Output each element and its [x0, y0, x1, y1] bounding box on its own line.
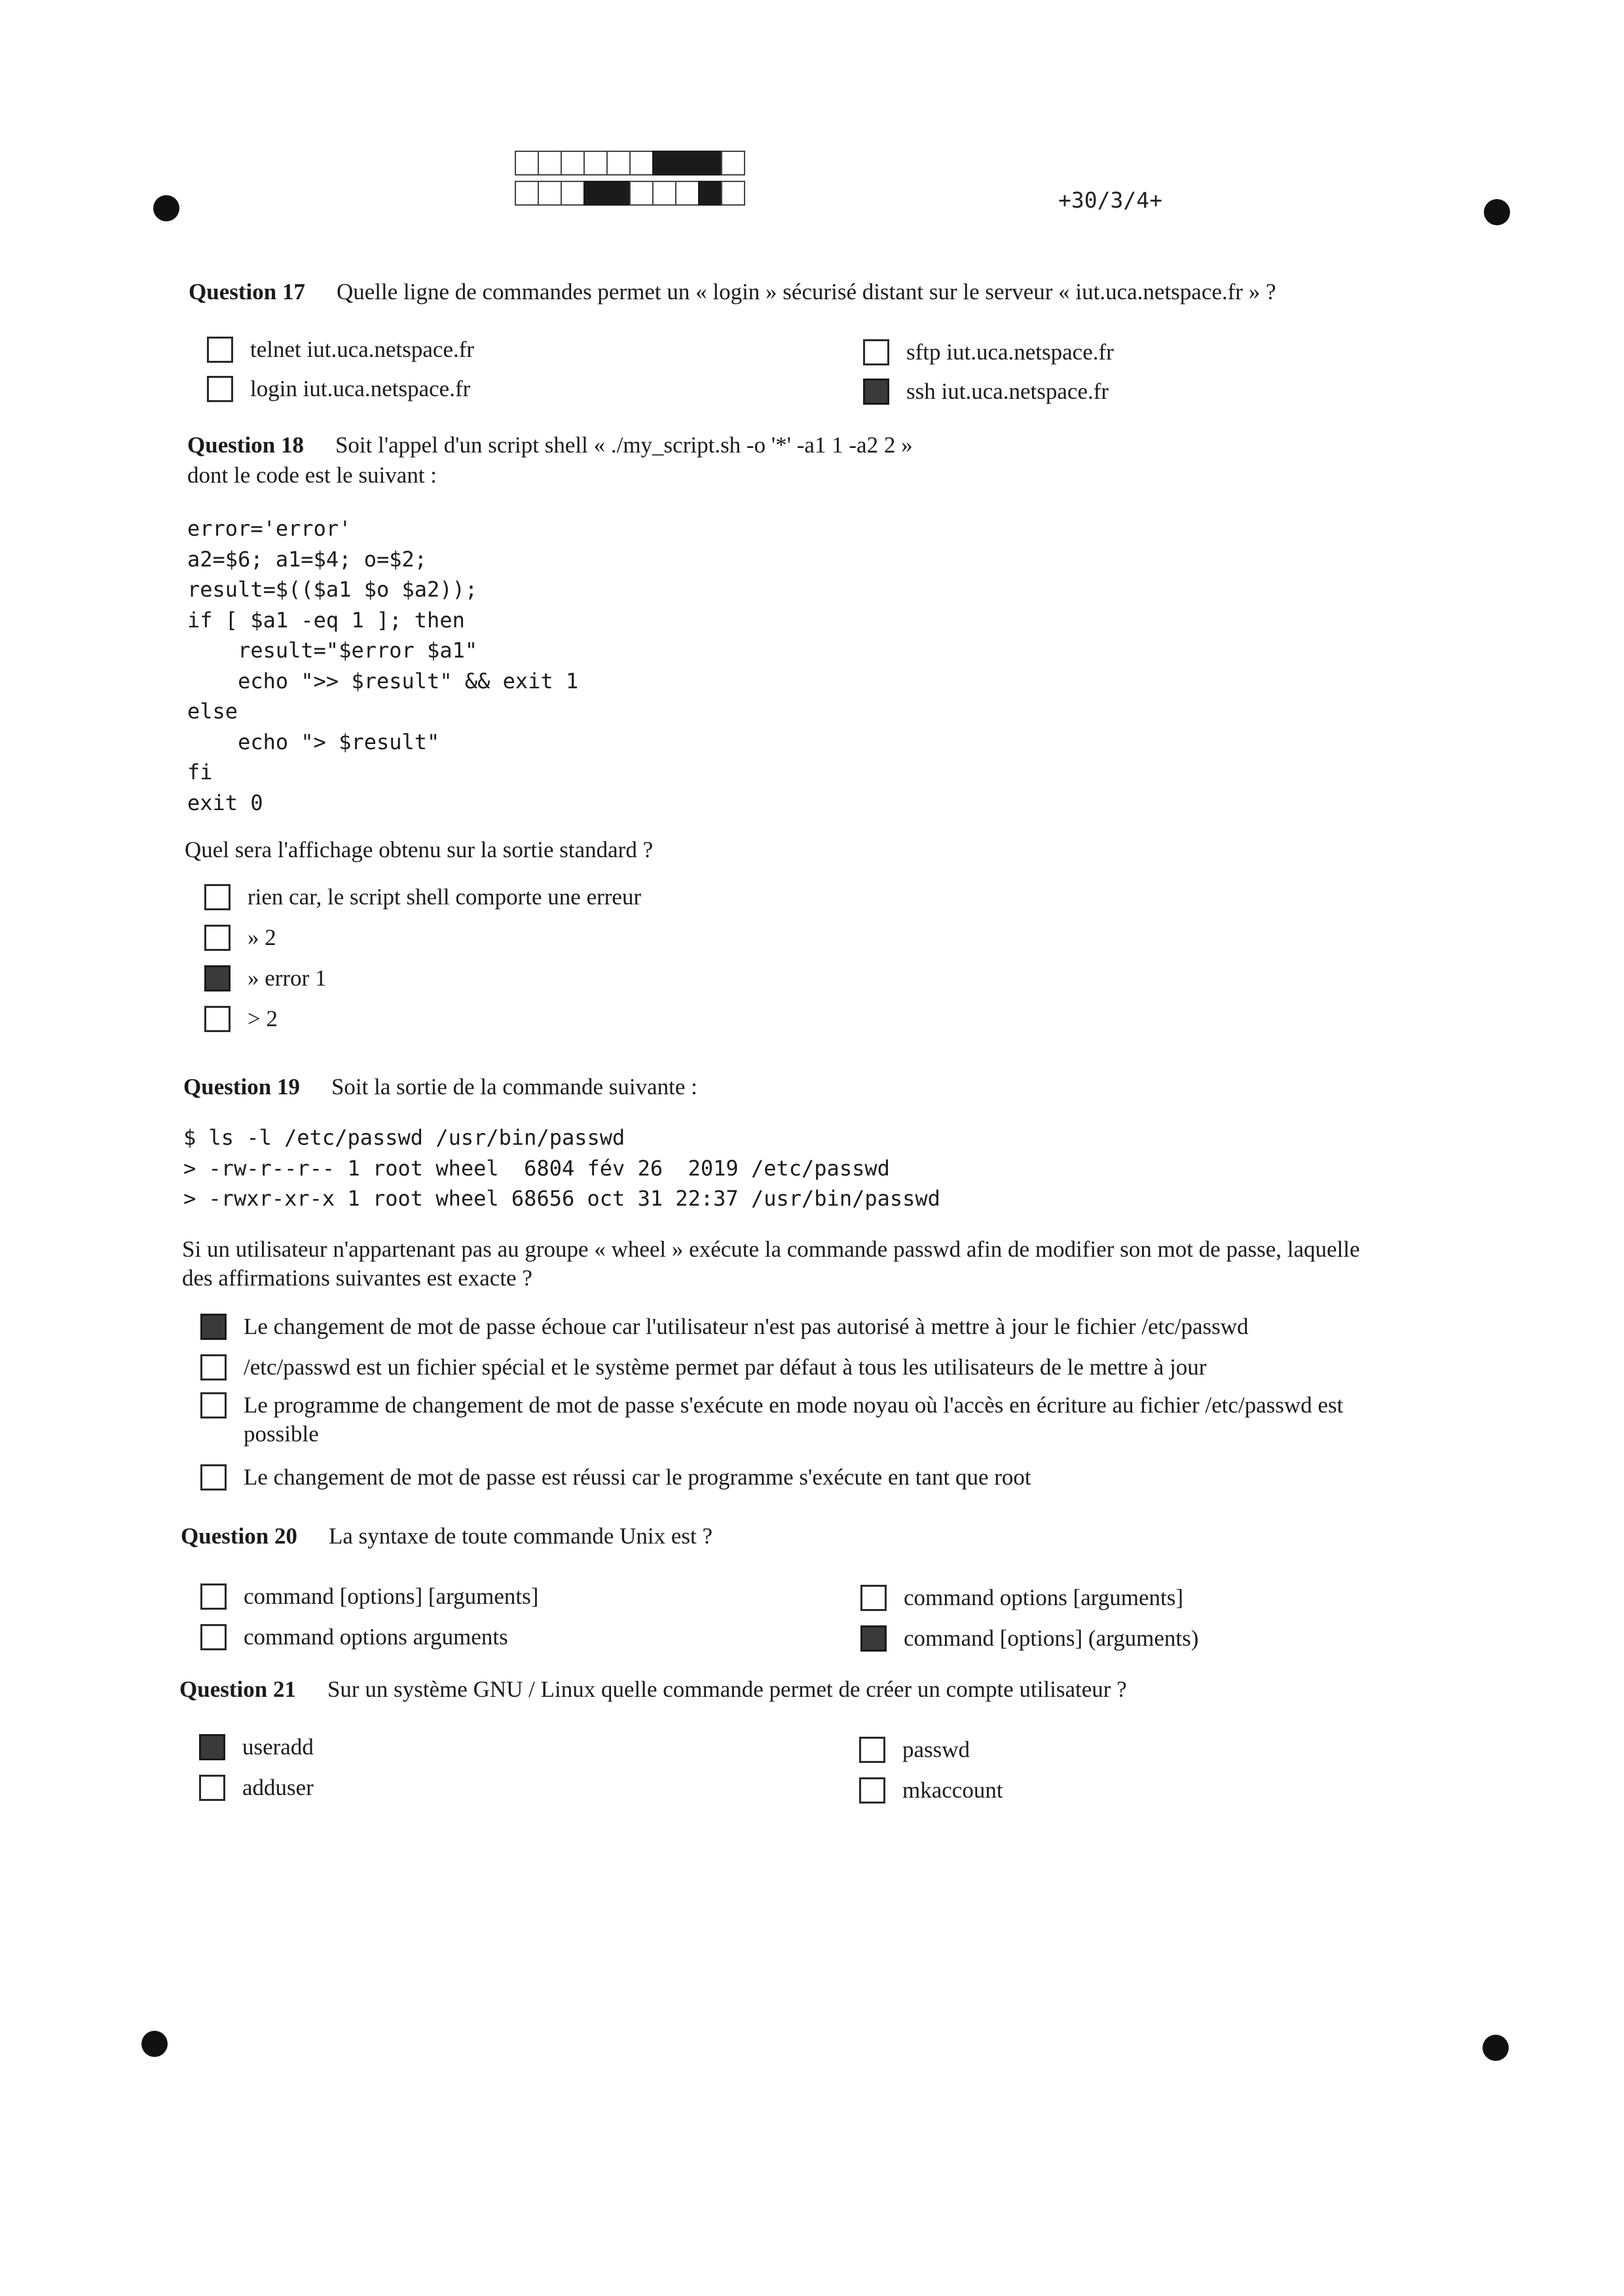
- code-line: fi: [187, 760, 213, 785]
- q21-option-mkaccount[interactable]: [859, 1777, 1003, 1804]
- q18-option-2[interactable]: [204, 925, 276, 951]
- barcode-cell: [606, 151, 631, 176]
- q20-option-2[interactable]: [860, 1585, 1183, 1611]
- q20-option-1[interactable]: [200, 1583, 538, 1610]
- q18-code-block: [187, 513, 578, 818]
- option-label: /etc/passwd est un fichier spécial et le système permet par défaut à tous les utilisateurs de le mettre à jour: [244, 1354, 1207, 1380]
- question-18-title: [187, 432, 913, 458]
- barcode-cell: [538, 151, 562, 176]
- question-text: Quelle ligne de commandes permet un « login » sécurisé distant sur le serveur « iut.uca.netspace.fr » ?: [336, 279, 1276, 305]
- output-line: > -rwxr-xr-x 1 root wheel 68656 oct 31 22:37 /usr/bin/passwd: [183, 1186, 940, 1211]
- barcode-cell: [675, 181, 699, 206]
- checkbox[interactable]: [859, 1737, 885, 1763]
- question-label: Question 17: [189, 279, 305, 305]
- question-19-prompt-line-2: des affirmations suivantes est exacte ?: [182, 1265, 532, 1291]
- barcode-cell: [675, 151, 699, 176]
- option-label: adduser: [242, 1775, 314, 1800]
- q19-option-2[interactable]: [200, 1354, 1206, 1380]
- barcode-cell: [561, 151, 585, 176]
- code-line: result="$error $a1": [187, 638, 478, 663]
- barcode-cell: [583, 181, 608, 206]
- question-text: Sur un système GNU / Linux quelle commande permet de créer un compte utilisateur ?: [327, 1676, 1127, 1702]
- q17-option-sftp[interactable]: [863, 339, 1114, 365]
- option-label: ssh iut.uca.netspace.fr: [906, 379, 1109, 404]
- barcode-cell: [561, 181, 585, 206]
- checkbox[interactable]: [200, 1624, 227, 1650]
- option-label: Le changement de mot de passe est réussi car le programme s'exécute en tant que root: [244, 1464, 1031, 1490]
- checkbox[interactable]: [200, 1354, 227, 1380]
- q18-option-error[interactable]: [204, 884, 641, 910]
- checkbox[interactable]: [859, 1777, 885, 1804]
- barcode-row-2: [515, 181, 744, 206]
- barcode-cell: [629, 151, 654, 176]
- checkbox[interactable]: [200, 1392, 227, 1418]
- code-line: echo "> $result": [187, 729, 440, 754]
- q19-command-output: [183, 1122, 940, 1214]
- barcode-cell: [606, 181, 631, 206]
- barcode-cell: [698, 151, 722, 176]
- question-19-prompt-line-1: Si un utilisateur n'appartenant pas au groupe « wheel » exécute la commande passwd afin de modifier son mot de passe, laquelle: [182, 1236, 1360, 1262]
- option-label: command options arguments: [244, 1624, 508, 1650]
- checkbox[interactable]: [199, 1775, 225, 1801]
- checkbox[interactable]: [204, 884, 231, 910]
- output-line: $ ls -l /etc/passwd /usr/bin/passwd: [183, 1125, 625, 1150]
- checkbox[interactable]: [863, 379, 889, 405]
- option-label-line-1: Le programme de changement de mot de passe s'exécute en mode noyau où l'accès en écriture au fichier /etc/passwd est: [244, 1392, 1344, 1418]
- barcode-cell: [515, 181, 539, 206]
- registration-dot-top-left: [153, 195, 179, 221]
- barcode-cell: [721, 181, 745, 206]
- q19-option-1[interactable]: [200, 1314, 1249, 1340]
- option-label: Le changement de mot de passe échoue car l'utilisateur n'est pas autorisé à mettre à jour le fichier /etc/passwd: [244, 1314, 1249, 1339]
- code-line: a2=$6; a1=$4; o=$2;: [187, 546, 428, 572]
- checkbox[interactable]: [207, 337, 233, 363]
- question-label: Question 20: [181, 1523, 297, 1549]
- barcode-cell: [652, 151, 676, 176]
- question-label: Question 19: [183, 1074, 300, 1100]
- option-label: command [options] (arguments): [904, 1625, 1199, 1651]
- q19-option-3[interactable]: [200, 1391, 1343, 1449]
- barcode-cell: [721, 151, 745, 176]
- checkbox[interactable]: [199, 1734, 225, 1760]
- checkbox[interactable]: [200, 1464, 227, 1491]
- option-label: > 2: [248, 1006, 278, 1031]
- question-text: La syntaxe de toute commande Unix est ?: [328, 1523, 713, 1549]
- page-code: +30/3/4+: [1058, 187, 1162, 213]
- q20-option-4[interactable]: [860, 1625, 1198, 1652]
- question-text: Soit la sortie de la commande suivante :: [331, 1074, 697, 1100]
- checkbox[interactable]: [863, 339, 889, 365]
- code-line: else: [187, 699, 238, 724]
- code-line: exit 0: [187, 790, 263, 815]
- barcode-cell: [538, 181, 562, 206]
- checkbox[interactable]: [860, 1585, 887, 1611]
- question-label: Question 18: [187, 432, 304, 458]
- q18-option-gt-2[interactable]: [204, 1006, 278, 1032]
- question-19-title: [183, 1074, 697, 1100]
- output-line: > -rw-r--r-- 1 root wheel 6804 fév 26 2019 /etc/passwd: [183, 1155, 890, 1181]
- registration-dot-top-right: [1484, 199, 1510, 225]
- checkbox[interactable]: [200, 1583, 227, 1610]
- checkbox[interactable]: [204, 965, 231, 991]
- checkbox[interactable]: [204, 1006, 231, 1032]
- code-line: if [ $a1 -eq 1 ]; then: [187, 607, 465, 633]
- barcode-cell: [652, 181, 676, 206]
- q17-option-telnet[interactable]: [207, 337, 474, 363]
- question-text: Soit l'appel d'un script shell « ./my_script.sh -o '*' -a1 1 -a2 2 »: [335, 432, 913, 458]
- code-line: echo ">> $result" && exit 1: [187, 668, 579, 694]
- barcode-cell: [583, 151, 608, 176]
- checkbox[interactable]: [204, 925, 231, 951]
- barcode-cell: [629, 181, 654, 206]
- question-20-title: [181, 1523, 712, 1549]
- question-18-prompt: Quel sera l'affichage obtenu sur la sortie standard ?: [185, 837, 654, 862]
- code-line: result=$(($a1 $o $a2));: [187, 577, 478, 602]
- registration-dot-bottom-left: [141, 2031, 168, 2057]
- checkbox[interactable]: [207, 376, 233, 402]
- option-label: mkaccount: [902, 1777, 1003, 1803]
- question-label: Question 21: [179, 1676, 296, 1702]
- option-label: rien car, le script shell comporte une erreur: [248, 884, 642, 910]
- option-label: login iut.uca.netspace.fr: [250, 376, 471, 401]
- q17-option-ssh[interactable]: [863, 379, 1109, 405]
- checkbox[interactable]: [200, 1314, 227, 1340]
- option-label: useradd: [242, 1734, 314, 1760]
- question-18-text-continued: dont le code est le suivant :: [187, 462, 437, 488]
- code-line: error='error': [187, 516, 352, 541]
- option-label: command [options] [arguments]: [244, 1583, 539, 1609]
- q21-option-useradd[interactable]: [199, 1734, 314, 1760]
- option-label: sftp iut.uca.netspace.fr: [906, 339, 1114, 365]
- option-label: [244, 1391, 1343, 1449]
- barcode-row-1: [515, 151, 744, 176]
- q21-option-adduser[interactable]: [199, 1775, 314, 1801]
- question-17-title: [189, 279, 1276, 305]
- q20-option-3[interactable]: [200, 1624, 508, 1650]
- q21-option-passwd[interactable]: [859, 1737, 970, 1763]
- registration-dot-bottom-right: [1483, 2035, 1509, 2061]
- q17-option-login[interactable]: [207, 376, 470, 402]
- option-label-line-2: possible: [244, 1421, 319, 1447]
- q19-option-4[interactable]: [200, 1464, 1031, 1491]
- q18-option-error-1[interactable]: [204, 965, 327, 991]
- option-label: command options [arguments]: [904, 1585, 1184, 1610]
- barcode-cell: [515, 151, 539, 176]
- barcode-cell: [698, 181, 722, 206]
- option-label: passwd: [902, 1737, 970, 1762]
- question-21-title: [179, 1676, 1127, 1703]
- option-label: » 2: [248, 925, 276, 950]
- option-label: telnet iut.uca.netspace.fr: [250, 337, 475, 362]
- checkbox[interactable]: [860, 1625, 887, 1652]
- option-label: » error 1: [248, 965, 327, 991]
